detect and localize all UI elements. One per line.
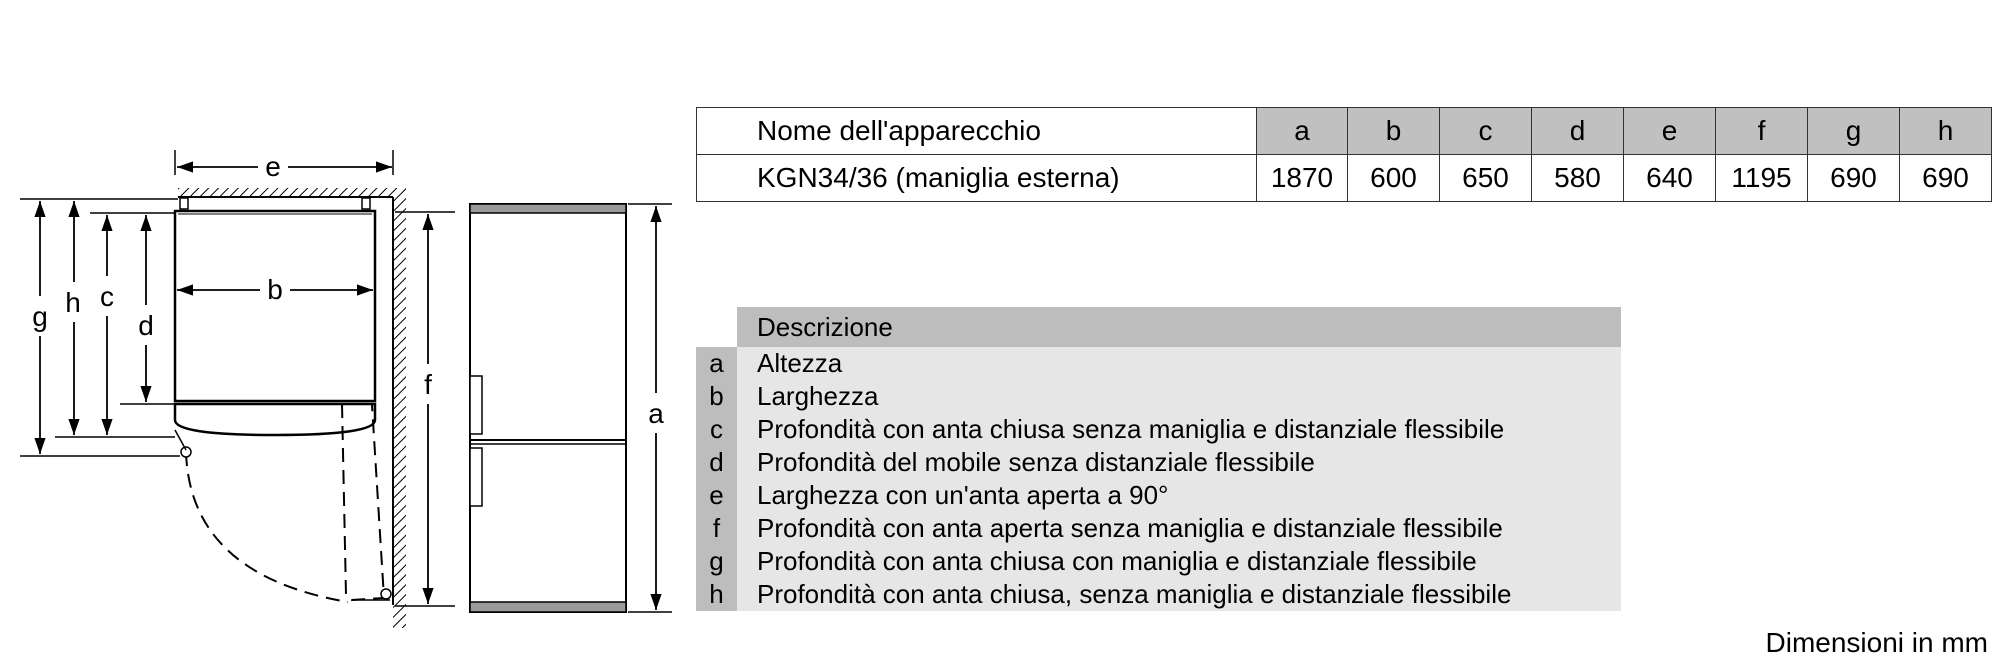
label-g: g [32,301,48,332]
model-name: KGN34/36 (maniglia esterna) [697,155,1257,202]
cabinet-top-view [175,211,375,401]
legend-item [696,413,1621,446]
value-e: 640 [1624,155,1716,202]
legend-text: Larghezza con un'anta aperta a 90° [737,479,1621,512]
value-g: 690 [1808,155,1900,202]
legend-key: h [696,578,737,611]
hinge-open-icon [381,589,391,599]
legend-text: Profondità del mobile senza distanziale flessibile [737,446,1621,479]
legend-text: Profondità con anta chiusa, senza maniglia e distanziale flessibile [737,578,1621,611]
label-e: e [265,151,281,182]
legend-text: Profondità con anta chiusa con maniglia e distanziale flessibile [737,545,1621,578]
legend-key: e [696,479,737,512]
label-b: b [267,274,283,305]
spacer-left [180,198,188,209]
spacer-right [362,198,370,209]
top-cap [470,204,626,213]
door-closed [175,404,375,435]
label-d: d [138,310,154,341]
legend-text: Profondità con anta aperta senza maniglia e distanziale flessibile [737,512,1621,545]
side-wall [393,188,406,628]
legend-title: Descrizione [737,307,1621,347]
col-header-c: c [1440,108,1532,155]
units-note: Dimensioni in mm [1765,627,1988,658]
handle-lower [470,448,482,506]
spec-header-row [697,108,1992,155]
col-header-e: e [1624,108,1716,155]
value-f: 1195 [1716,155,1808,202]
col-header-g: g [1808,108,1900,155]
legend-key: a [696,347,737,380]
value-h: 690 [1900,155,1992,202]
legend-item [696,578,1621,611]
legend-item [696,512,1621,545]
col-header-a: a [1257,108,1348,155]
legend-key: b [696,380,737,413]
legend-key: f [696,512,737,545]
value-d: 580 [1532,155,1624,202]
legend-key: g [696,545,737,578]
top-view [20,150,455,628]
header-appliance-name: Nome dell'apparecchio [697,108,1257,155]
bottom-plinth [470,602,626,612]
col-header-d: d [1532,108,1624,155]
spec-table [696,107,1992,202]
value-c: 650 [1440,155,1532,202]
door-swing-arc [186,452,348,602]
label-c: c [100,281,114,312]
label-h: h [65,287,81,318]
legend-item [696,446,1621,479]
legend-text: Larghezza [737,380,1621,413]
col-header-f: f [1716,108,1808,155]
fridge-dimension-diagram [0,0,690,667]
legend-text: Altezza [737,347,1621,380]
value-a: 1870 [1257,155,1348,202]
legend-item [696,347,1621,380]
legend-item [696,479,1621,512]
col-header-h: h [1900,108,1992,155]
legend-key: d [696,446,737,479]
legend-key: c [696,413,737,446]
handle-upper [470,376,482,434]
legend-item [696,380,1621,413]
legend-item [696,545,1621,578]
side-view [470,204,672,612]
label-a: a [648,398,664,429]
legend-text: Profondità con anta chiusa senza maniglia e distanziale flessibile [737,413,1621,446]
col-header-b: b [1348,108,1440,155]
label-f: f [424,369,432,400]
door-open [342,404,384,600]
fridge-side-view [470,204,626,612]
back-wall [178,188,395,197]
spec-model-row [697,155,1992,202]
description-legend [696,307,1621,611]
value-b: 600 [1348,155,1440,202]
